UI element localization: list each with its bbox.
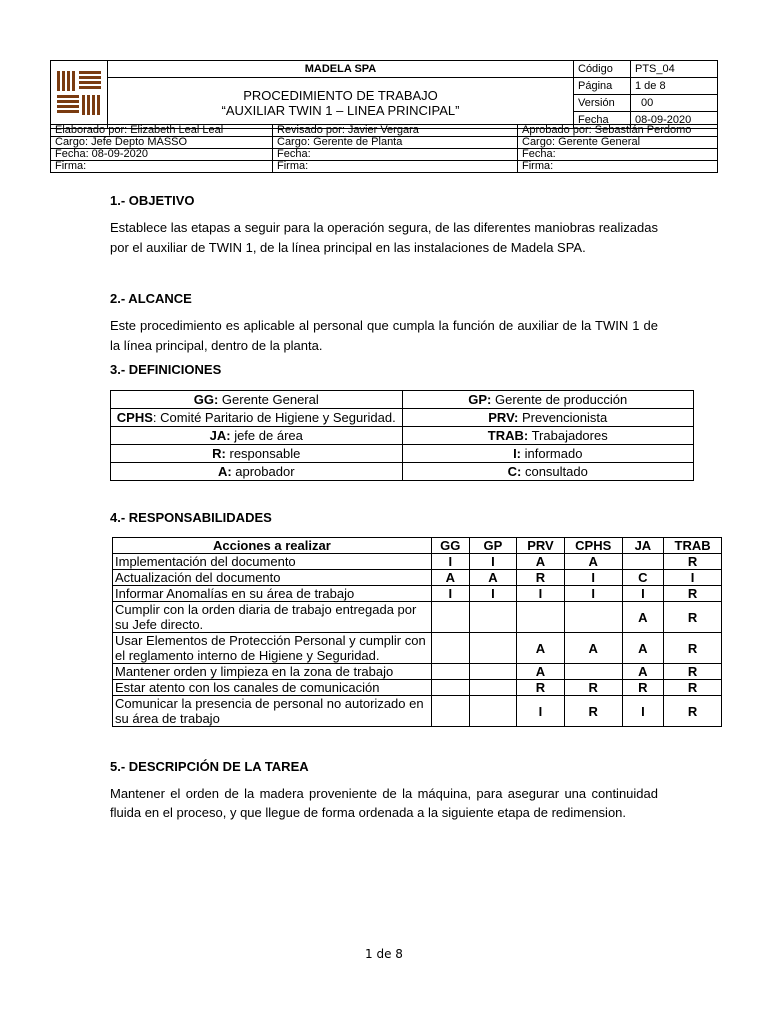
responsibility-code: R <box>664 696 722 727</box>
approval-cell: Fecha: 08-09-2020 <box>51 149 273 161</box>
responsibility-code: A <box>517 633 565 664</box>
definition-abbrev: I: <box>513 446 522 461</box>
definition-meaning: Gerente de producción <box>491 392 628 407</box>
responsibility-code: A <box>622 664 664 680</box>
responsibility-code: I <box>431 586 469 602</box>
definition-cell <box>402 409 694 427</box>
approval-row <box>51 161 718 173</box>
responsibility-code <box>469 680 516 696</box>
definition-abbrev: C: <box>507 464 522 479</box>
objetivo-text: Establece las etapas a seguir para la operación segura, de las diferentes maniobras realizadas por el auxiliar de TWIN 1, de la línea principal en las instalaciones de Madela SPA. <box>110 220 658 255</box>
responsibility-code: R <box>517 680 565 696</box>
approvals-table <box>50 124 718 173</box>
responsibility-code <box>564 664 622 680</box>
responsibility-header: CPHS <box>564 538 622 554</box>
responsibility-code: I <box>517 696 565 727</box>
responsibility-header: PRV <box>517 538 565 554</box>
approval-cell: Firma: <box>51 161 273 173</box>
pagina-value: 1 de 8 <box>631 78 718 95</box>
approval-row <box>51 125 718 137</box>
responsibility-header: TRAB <box>664 538 722 554</box>
section-descripcion-title: 5.- DESCRIPCIÓN DE LA TAREA <box>110 759 309 774</box>
responsibility-code <box>469 633 516 664</box>
section-alcance-title: 2.- ALCANCE <box>110 291 192 306</box>
responsibility-code: R <box>564 680 622 696</box>
codigo-value: PTS_04 <box>631 61 718 78</box>
approval-cell: Elaborado por: Elizabeth Leal Leal <box>51 125 273 137</box>
definition-cell <box>111 427 403 445</box>
definition-meaning: Trabajadores <box>528 428 608 443</box>
responsibility-code <box>469 664 516 680</box>
responsibility-code: I <box>622 586 664 602</box>
responsibility-code: I <box>431 554 469 570</box>
approval-cell: Cargo: Gerente General <box>518 137 718 149</box>
title-line-2: “AUXILIAR TWIN 1 – LINEA PRINCIPAL” <box>221 103 460 118</box>
madela-logo-icon <box>53 65 105 121</box>
responsibility-code: I <box>469 586 516 602</box>
responsibility-action: Cumplir con la orden diaria de trabajo entregada por su Jefe directo. <box>113 602 432 633</box>
responsibility-code <box>431 602 469 633</box>
section-responsabilidades-title: 4.- RESPONSABILIDADES <box>110 510 272 525</box>
definition-abbrev: GP: <box>468 392 492 407</box>
responsibility-code: I <box>622 696 664 727</box>
approval-cell: Fecha: <box>518 149 718 161</box>
responsibility-header: Acciones a realizar <box>113 538 432 554</box>
responsibility-action: Mantener orden y limpieza en la zona de trabajo <box>113 664 432 680</box>
responsibility-code: A <box>469 570 516 586</box>
version-label: Versión <box>574 95 631 112</box>
definition-abbrev: JA: <box>209 428 231 443</box>
definition-abbrev: PRV: <box>488 410 519 425</box>
definition-abbrev: R: <box>212 446 226 461</box>
responsibility-code: R <box>664 554 722 570</box>
responsibility-action: Actualización del documento <box>113 570 432 586</box>
responsibility-row <box>113 633 722 664</box>
responsibility-code: R <box>664 633 722 664</box>
definition-meaning: jefe de área <box>230 428 303 443</box>
definition-cell <box>402 391 694 409</box>
responsibility-code: A <box>564 633 622 664</box>
responsibility-code: I <box>564 570 622 586</box>
version-value: 00 <box>631 95 718 112</box>
definition-meaning: responsable <box>225 446 301 461</box>
definition-row <box>111 427 694 445</box>
responsibility-code: I <box>469 554 516 570</box>
section-objetivo-title: 1.- OBJETIVO <box>110 193 195 208</box>
definition-row <box>111 409 694 427</box>
company-name: MADELA SPA <box>108 61 574 78</box>
responsibility-row <box>113 664 722 680</box>
responsibility-code: R <box>564 696 622 727</box>
responsibility-code <box>564 602 622 633</box>
company-logo <box>51 61 108 129</box>
definition-abbrev: GG: <box>193 392 219 407</box>
responsibility-row <box>113 680 722 696</box>
definition-abbrev: CPHS <box>116 410 153 425</box>
responsibility-code: R <box>664 586 722 602</box>
definition-cell <box>111 391 403 409</box>
pagina-label: Página <box>574 78 631 95</box>
definition-row <box>111 463 694 481</box>
responsibility-row <box>113 602 722 633</box>
responsibility-code <box>431 633 469 664</box>
responsibility-code: R <box>664 602 722 633</box>
approval-cell: Firma: <box>518 161 718 173</box>
definition-meaning: Gerente General <box>218 392 319 407</box>
responsibility-action: Usar Elementos de Protección Personal y cumplir con el reglamento interno de Higiene y Seguridad. <box>113 633 432 664</box>
definition-meaning: Prevencionista <box>518 410 608 425</box>
responsibility-code: I <box>564 586 622 602</box>
responsibility-row <box>113 696 722 727</box>
responsibility-code <box>517 602 565 633</box>
responsibility-row <box>113 570 722 586</box>
definition-abbrev: TRAB: <box>487 428 529 443</box>
definitions-table <box>110 390 694 481</box>
responsibility-code: R <box>664 680 722 696</box>
responsibility-row <box>113 554 722 570</box>
responsibility-code: A <box>622 633 664 664</box>
descripcion-text: Mantener el orden de la madera proveniente de la máquina, para asegurar una continuidad fluida en el proceso, y que llegue de forma ordenada a la siguiente etapa de redimension. <box>110 786 658 820</box>
approval-cell: Cargo: Jefe Depto MASSO <box>51 137 273 149</box>
responsibility-code: A <box>431 570 469 586</box>
responsibility-code <box>469 602 516 633</box>
definition-meaning: consultado <box>521 464 588 479</box>
definition-cell <box>111 463 403 481</box>
approval-row <box>51 137 718 149</box>
definition-meaning: informado <box>521 446 583 461</box>
responsibility-action: Implementación del documento <box>113 554 432 570</box>
responsibility-header: JA <box>622 538 664 554</box>
page-number: 1 de 8 <box>365 947 403 961</box>
responsibility-code: A <box>517 664 565 680</box>
approval-cell: Cargo: Gerente de Planta <box>273 137 518 149</box>
responsibility-code: A <box>622 602 664 633</box>
responsibility-code: R <box>622 680 664 696</box>
responsibility-code <box>622 554 664 570</box>
approval-cell: Firma: <box>273 161 518 173</box>
responsibility-action: Estar atento con los canales de comunicación <box>113 680 432 696</box>
section-definiciones-title: 3.- DEFINICIONES <box>110 362 222 377</box>
definition-cell <box>111 445 403 463</box>
responsibility-action: Informar Anomalías en su área de trabajo <box>113 586 432 602</box>
definition-cell <box>111 409 403 427</box>
fecha-label: Fecha <box>574 112 631 129</box>
approval-cell: Fecha: <box>273 149 518 161</box>
definition-meaning: : Comité Paritario de Higiene y Seguridad. <box>152 410 396 425</box>
responsibility-code: A <box>564 554 622 570</box>
responsibility-code <box>431 680 469 696</box>
responsibility-code <box>431 664 469 680</box>
title-line-1: PROCEDIMIENTO DE TRABAJO <box>243 88 438 103</box>
alcance-text: Este procedimiento es aplicable al personal que cumpla la función de auxiliar de la TWIN 1 de la línea principal, dentro de la planta. <box>110 318 658 353</box>
document-title <box>108 78 574 129</box>
fecha-value: 08-09-2020 <box>631 112 718 129</box>
responsibility-code: I <box>517 586 565 602</box>
responsibility-code <box>469 696 516 727</box>
responsibility-code: R <box>664 664 722 680</box>
responsibility-header: GG <box>431 538 469 554</box>
approval-row <box>51 149 718 161</box>
responsibility-action: Comunicar la presencia de personal no autorizado en su área de trabajo <box>113 696 432 727</box>
definition-cell <box>402 427 694 445</box>
definition-cell <box>402 463 694 481</box>
responsibility-code <box>431 696 469 727</box>
responsibility-code: C <box>622 570 664 586</box>
responsibility-code: R <box>517 570 565 586</box>
definition-abbrev: A: <box>217 464 232 479</box>
responsibilities-table <box>112 537 722 727</box>
definition-row <box>111 391 694 409</box>
definition-row <box>111 445 694 463</box>
approval-cell: Aprobado por: Sebastián Perdomo <box>518 125 718 137</box>
definition-meaning: aprobador <box>231 464 295 479</box>
document-header <box>50 60 718 129</box>
responsibility-code: A <box>517 554 565 570</box>
approval-cell: Revisado por: Javier Vergara <box>273 125 518 137</box>
responsibility-code: I <box>664 570 722 586</box>
responsibility-row <box>113 586 722 602</box>
responsibility-header: GP <box>469 538 516 554</box>
definition-cell <box>402 445 694 463</box>
codigo-label: Código <box>574 61 631 78</box>
